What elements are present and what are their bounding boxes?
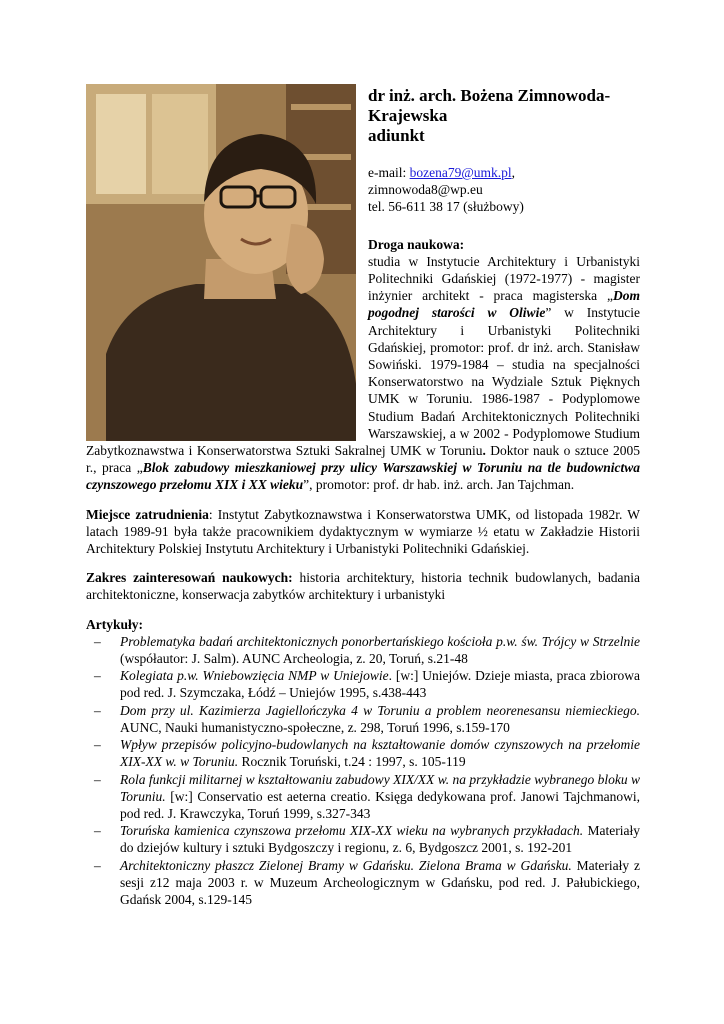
interests-heading: Zakres zainteresowań naukowych: [86, 570, 293, 586]
article-details: [w:] Conservatio est aeterna creatio. Księga dedykowana prof. Janowi Tajchmanowi, pod red. J. Krawczyka, Toruń 1999, s.327-343 [120, 788, 640, 821]
list-item [86, 667, 640, 701]
articles-list [86, 633, 640, 908]
email-label: e-mail: [368, 165, 410, 180]
article-title: Problematyka badań architektonicznych ponorbertańskiego kościoła p.w. św. Trójcy w Strzelnie [120, 633, 640, 649]
article-details: Rocznik Toruński, t.24 : 1997, s. 105-119 [238, 754, 466, 770]
career-text-2: ” w Instytucie Architektury i Urbanistyki Politechniki Gdańskiej, promotor: prof. dr inż. arch. Stanisław Sowiński. 1979-1984 – studia na specjalności Konserwatorstwo na Wydziale Sztuk Pięknych UMK w Toruniu. 1986-1987 - Podyplomowe Studium Badań Architektonicznych Politechniki Warszawskiej, a w 2002 - Podyplomowe Studium Zabytkoznawstwa i Konserwatorstwa Sztuki Sakralnej UMK w Toruniu [86, 305, 640, 459]
name-line-1: dr inż. arch. Bożena Zimnowoda- [368, 86, 611, 105]
career-text-1: studia w Instytucie Architektury i Urbanistyki Politechniki Gdańskiej (1972-1977) - magister inżynier architekt - praca magisterska „ [368, 253, 640, 304]
career-text-3: Doktor nauk o sztuce 2005 r., praca „ [86, 443, 640, 476]
article-details: AUNC, Nauki humanistyczno-społeczne, z. 298, Toruń 1996, s.159-170 [120, 719, 510, 735]
interests-section [86, 569, 640, 603]
list-item [86, 736, 640, 770]
article-details: . [w:] Uniejów. Dzieje miasta, praca zbiorowa pod red. J. Szymczaka, Łódź – Uniejów 1995, s.438-443 [120, 668, 640, 701]
thesis-title: Dom pogodnej starości w Oliwie [368, 288, 640, 321]
name-line-2: Krajewska [368, 106, 448, 125]
article-title: Kolegiata p.w. Wniebowzięcia NMP w Uniejowie [120, 668, 389, 684]
interests-text: historia architektury, historia technik budowlanych, badania architektoniczne, konserwacja zabytków architektury i urbanistyki [86, 570, 641, 603]
email-secondary: zimnowoda8@wp.eu [368, 182, 483, 198]
portrait-photo [86, 84, 356, 441]
position-title: adiunkt [368, 126, 425, 145]
list-item [86, 822, 640, 856]
portrait-illustration [86, 84, 356, 441]
article-title: Rola funkcji militarnej w kształtowaniu zabudowy XIX/XX w. na przykładzie wybranego bloku w Toruniu. [120, 771, 640, 804]
article-title: Toruńska kamienica czynszowa przełomu XIX-XX wieku na wybranych przykładach. [120, 823, 584, 839]
article-title: Architektoniczny płaszcz Zielonej Bramy w Gdańsku. Zielona Brama w Gdańsku. [120, 857, 572, 873]
career-heading: Droga naukowa: [368, 236, 465, 252]
list-dash: – [94, 702, 101, 718]
list-dash: – [94, 823, 101, 839]
article-title: Dom przy ul. Kazimierza Jagiellończyka 4 w Toruniu a problem neorenesansu niemieckiego. [120, 702, 640, 718]
doctoral-title: Blok zabudowy mieszkaniowej przy ulicy Warszawskiej w Toruniu na tle budownictwa czynszowego przełomu XIX i XX wieku [86, 460, 641, 493]
articles-heading: Artykuły: [86, 616, 143, 632]
list-dash: – [94, 771, 101, 787]
career-period: . [482, 443, 486, 459]
articles-section [86, 616, 640, 908]
article-details: Materiały do dziejów kultury i sztuki Bydgoszczy i regionu, z. 6, Bydgoszcz 2001, s. 192-201 [120, 823, 640, 856]
list-dash: – [94, 737, 101, 753]
list-dash: – [94, 857, 101, 873]
document-page [86, 84, 640, 908]
list-item [86, 771, 640, 823]
article-details: Materiały z sesji z12 maja 2003 r. w Muzeum Archeologicznym w Gdańsku, pod red. J. Pałubickiego, Gdańsk 2004, s.129-145 [120, 857, 640, 907]
email-link[interactable]: bozena79@umk.pl [409, 165, 512, 180]
article-details: (współautor: J. Salm). AUNC Archeologia, z. 20, Toruń, s.21-48 [120, 651, 468, 667]
list-item [86, 633, 640, 667]
list-item [86, 702, 640, 736]
article-title: Wpływ przepisów policyjno-budowlanych na kształtowanie domów czynszowych na przełomie XIX-XX w. w Toruniu. [120, 737, 640, 770]
employment-text: : Instytut Zabytkoznawstwa i Konserwatorstwa UMK, od listopada 1982r. W latach 1989-91 była także pracownikiem dydaktycznym w wymiarze ½ etatu w Zakładzie Historii Architektury Polskiej Instytutu Architektury i Urbanistyki Politechniki Gdańskiej. [86, 506, 640, 557]
list-dash: – [94, 668, 101, 684]
phone-number: tel. 56-611 38 17 (służbowy) [368, 199, 524, 215]
employment-heading: Miejsce zatrudnienia [86, 506, 209, 522]
employment-section [86, 506, 640, 558]
email-separator: , [511, 165, 516, 180]
list-item [86, 857, 640, 909]
career-text-4: ”, promotor: prof. dr hab. inż. arch. Jan Tajchman. [303, 477, 575, 493]
list-dash: – [94, 633, 101, 649]
